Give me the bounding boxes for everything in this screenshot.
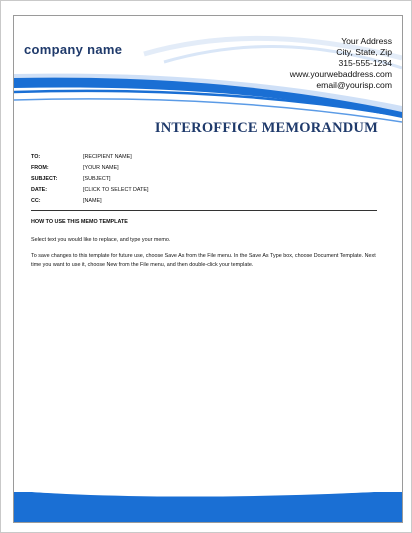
from-value[interactable]: [YOUR NAME] [83,165,119,171]
address-line: Your Address [341,36,392,46]
email-address: email@yourisp.com [316,80,392,90]
memo-page [13,15,403,523]
web-address: www.yourwebaddress.com [289,69,392,79]
header-divider [31,210,377,211]
instructions-heading: HOW TO USE THIS MEMO TEMPLATE [31,219,128,225]
from-field [31,163,391,174]
cc-label: CC: [31,198,41,204]
footer-band-graphic [14,492,402,522]
date-value[interactable]: [CLICK TO SELECT DATE] [83,187,149,193]
subject-field [31,174,391,185]
subject-label: SUBJECT: [31,176,58,182]
address-block [290,36,392,91]
cc-field [31,196,391,207]
from-label: FROM: [31,165,49,171]
phone-number: 315-555-1234 [338,58,392,68]
instructions-paragraph-1[interactable]: Select text you would like to replace, and type your memo. [31,237,171,243]
date-field [31,185,391,196]
memo-title: INTEROFFICE MEMORANDUM [154,120,378,136]
city-state-zip: City, State, Zip [336,47,392,57]
memo-header-fields [31,152,391,207]
to-field [31,152,391,163]
instructions-paragraph-2[interactable]: To save changes to this template for future use, choose Save As from the File menu. In the Save As Type box, choose Document Template. Next time you want to use it, choose New from the File menu, and then double-click your template. [31,253,376,268]
company-name: company name [24,42,123,57]
to-value[interactable]: [RECIPIENT NAME] [83,154,132,160]
cc-value[interactable]: [NAME] [83,198,102,204]
date-label: DATE: [31,187,48,193]
subject-value[interactable]: [SUBJECT] [83,176,111,182]
to-label: TO: [31,154,41,160]
